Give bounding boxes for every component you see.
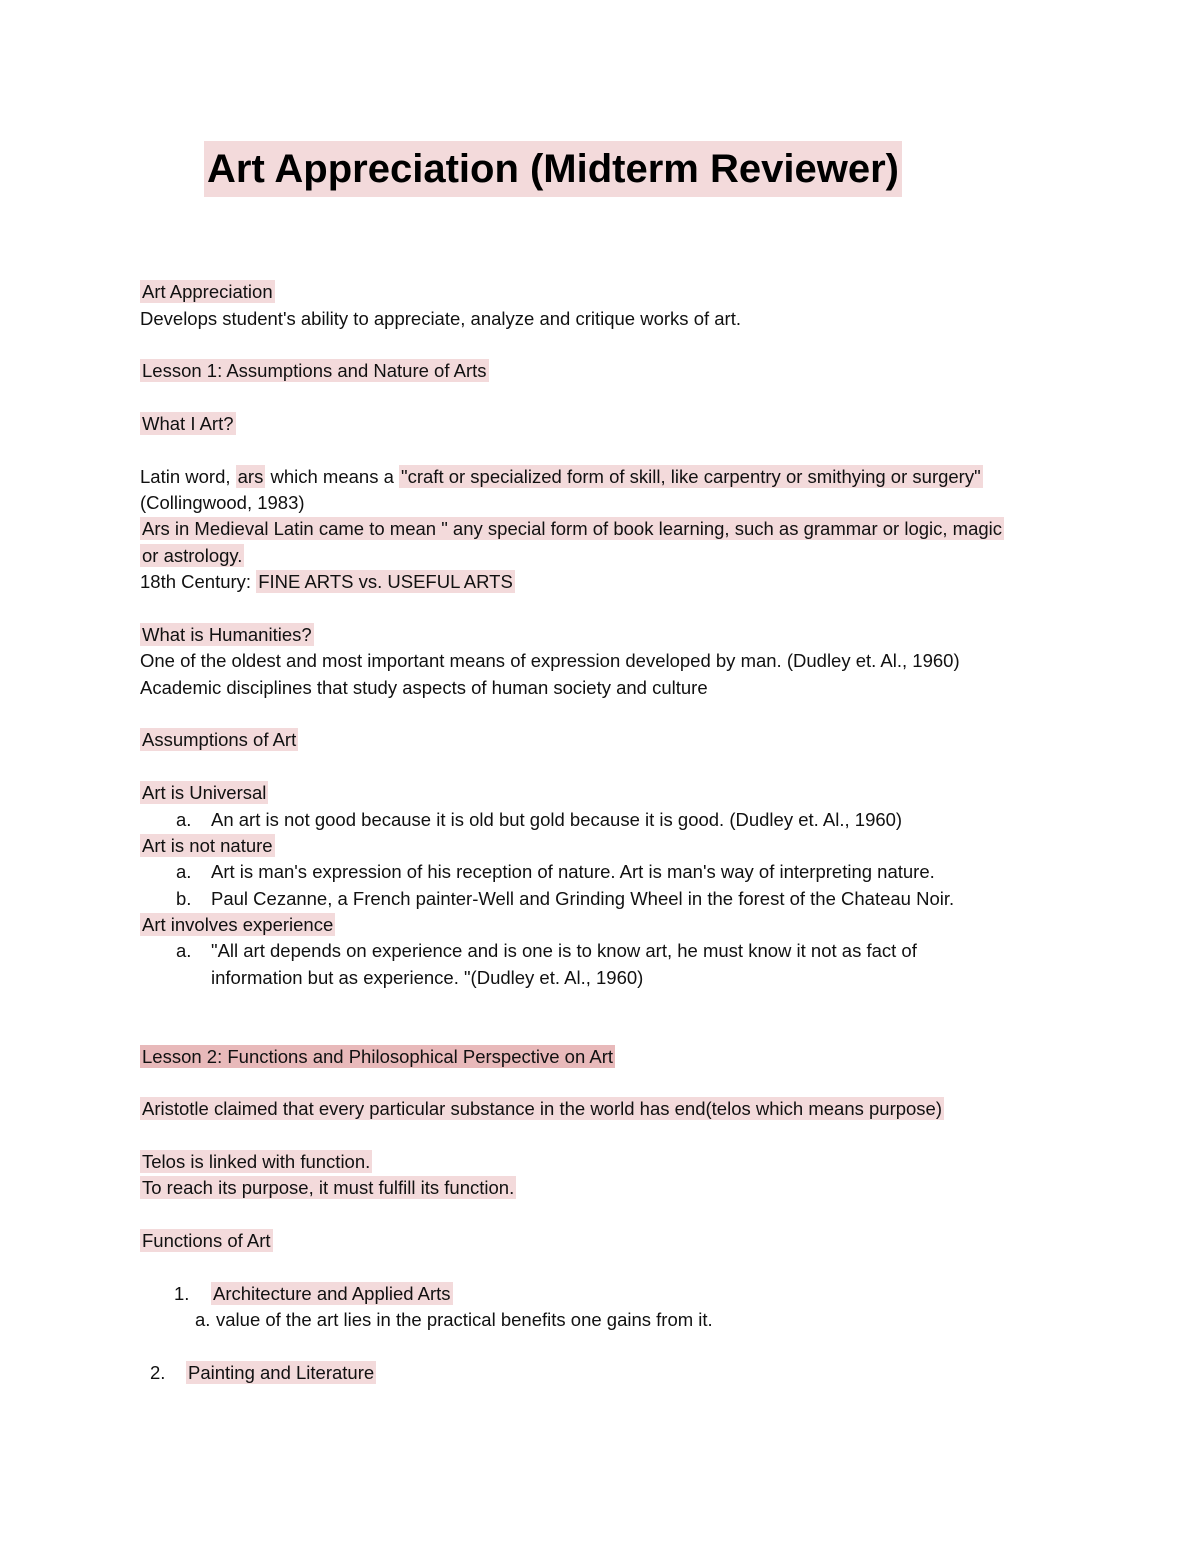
latin-line: Latin word, ars which means a "craft or specialized form of skill, like carpentry or smithying or surgery": [140, 466, 981, 487]
list-marker: a.: [195, 1309, 211, 1330]
telos-line-1: Telos is linked with function.: [142, 1151, 371, 1172]
function-item-painting: Painting and Literature: [188, 1362, 375, 1383]
medieval-line-1: Ars in Medieval Latin came to mean " any special form of book learning, such as grammar or logic, magic: [142, 518, 1003, 539]
list-marker: 2.: [150, 1362, 166, 1383]
humanities-heading: What is Humanities?: [142, 624, 312, 645]
lesson2-heading: Lesson 2: Functions and Philosophical Perspective on Art: [142, 1046, 614, 1067]
list-marker: a.: [176, 809, 192, 830]
list-item-continuation: information but as experience. "(Dudley et. Al., 1960): [211, 967, 644, 988]
list-marker: a.: [176, 861, 192, 882]
list-marker: a.: [176, 940, 192, 961]
humanities-line-2: Academic disciplines that study aspects of human society and culture: [140, 677, 708, 698]
century-line: 18th Century: FINE ARTS vs. USEFUL ARTS: [140, 571, 513, 592]
list-item: Paul Cezanne, a French painter-Well and Grinding Wheel in the forest of the Chateau Noir.: [211, 888, 955, 909]
art-experience-heading: Art involves experience: [142, 914, 334, 935]
list-item: An art is not good because it is old but gold because it is good. (Dudley et. Al., 1960): [211, 809, 903, 830]
what-is-art-heading: What I Art?: [142, 413, 234, 434]
medieval-line-2: or astrology.: [142, 545, 243, 566]
telos-line-2: To reach its purpose, it must fulfill its function.: [142, 1177, 515, 1198]
document-title: Art Appreciation (Midterm Reviewer): [204, 141, 902, 197]
functions-heading: Functions of Art: [142, 1230, 271, 1251]
art-not-nature-heading: Art is not nature: [142, 835, 273, 856]
intro-text: Develops student's ability to appreciate, analyze and critique works of art.: [140, 308, 741, 329]
assumptions-heading: Assumptions of Art: [142, 729, 297, 750]
function-item-architecture: Architecture and Applied Arts: [213, 1283, 451, 1304]
lesson1-heading: Lesson 1: Assumptions and Nature of Arts: [142, 360, 487, 381]
art-universal-heading: Art is Universal: [142, 782, 267, 803]
list-item: "All art depends on experience and is one is to know art, he must know it not as fact of: [211, 940, 917, 961]
list-item: Art is man's expression of his reception of nature. Art is man's way of interpreting nature.: [211, 861, 935, 882]
list-marker: 1.: [174, 1283, 190, 1304]
humanities-line-1: One of the oldest and most important means of expression developed by man. (Dudley et. Al., 1960): [140, 650, 960, 671]
list-marker: b.: [176, 888, 192, 909]
intro-heading: Art Appreciation: [142, 281, 273, 302]
latin-citation: (Collingwood, 1983): [140, 492, 305, 513]
aristotle-line: Aristotle claimed that every particular substance in the world has end(telos which means purpose): [142, 1098, 943, 1119]
function-sub-item: value of the art lies in the practical benefits one gains from it.: [216, 1309, 713, 1330]
